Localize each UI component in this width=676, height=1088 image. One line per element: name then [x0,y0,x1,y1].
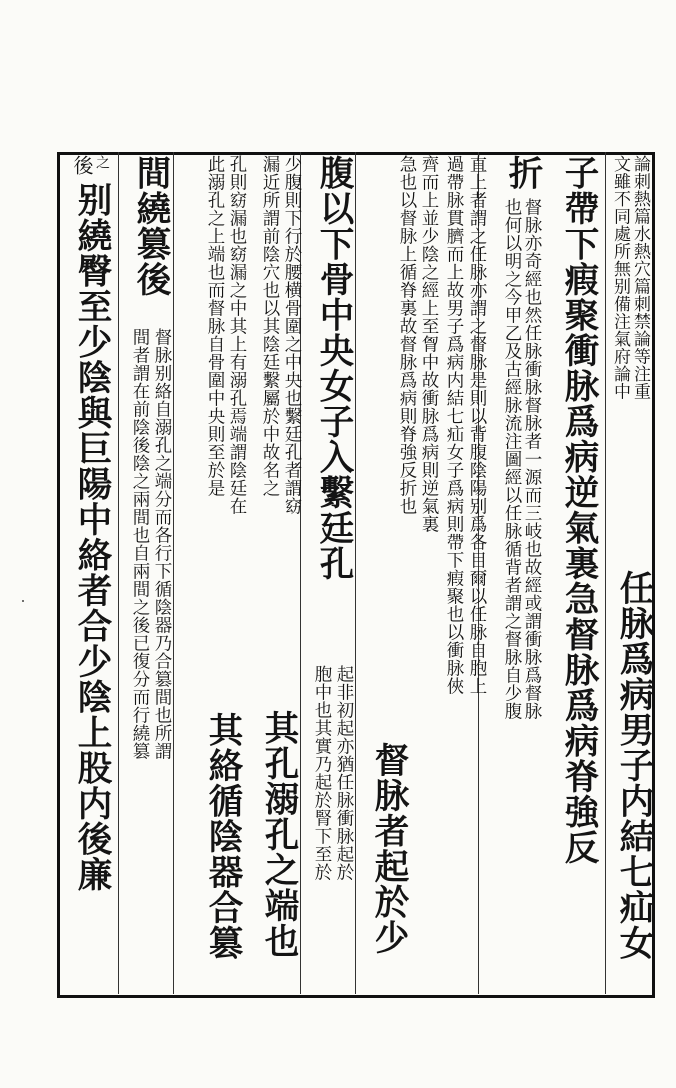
text-column: 其孔溺孔之端也 [258,710,298,959]
text-column: 折 [502,155,542,191]
text-column: 此溺孔之上端也而督脉自骨圍中央則至於是 [205,155,225,497]
column-divider [605,152,606,994]
text-column: 齊而上並少陰之經上至胷中故衝脉爲病則逆氣裏 [419,155,439,533]
ink-speck [22,600,24,602]
text-column: 督脉者起於少 [368,742,408,955]
text-column: 漏近所謂前陰穴也以其陰廷繫屬於中故名之 [260,155,280,497]
text-column: 子帶下瘕聚衝脉爲病逆氣裏急督脉爲病脊強反 [558,155,598,865]
text-column: 少腹則下行於腰横骨圍之中央也繫廷孔者謂窈 [282,155,302,515]
text-column: 直上者謂之任脉亦謂之督脉是則以背腹陰陽别爲各目爾以任脉自胞上 [467,155,487,695]
text-column: 起非初起亦猶任脉衝脉起於 [334,665,354,881]
text-column: 督脉别絡自溺孔之端分而各行下循陰器乃合篡間也所謂 [152,328,172,760]
column-divider [118,152,119,994]
text-column: 督脉亦奇經也然任脉衝脉督脉者一源而三岐也故經或謂衝脉爲督脉 [522,198,542,720]
text-column: 論刺熱篇水熱穴篇刺禁論等注重 [630,155,650,400]
text-column: 也何以明之今甲乙及古經脉流注圖經以任脉循背者謂之督脉自少腹 [502,198,522,720]
text-column: 間者謂在前陰後陰之兩間也自兩間之後已復分而行繞篡 [130,328,150,760]
text-column: 腹以下骨中央女子入繫廷孔 [313,155,353,581]
text-column: 間繞篡後 [130,155,170,297]
text-column: 别繞臀至少陰與巨陽中絡者合少陰上股内後廉 [71,182,111,892]
text-column: 後 [70,155,94,176]
text-column: 過帶脉貫臍而上故男子爲病内結七疝女子爲病則帶下瘕聚也以衝脉俠 [444,155,464,695]
text-column: 孔則窈漏也窈漏之中其上有溺孔焉端謂陰廷在 [227,155,247,515]
text-column: 胞中也其實乃起於腎下至於 [312,665,332,881]
text-column: 其絡循陰器合篡 [202,712,242,961]
text-column: 急也以督脉上循脊裏故督脉爲病則脊強反折也 [397,155,417,515]
text-column: 文雖不同處所無别備注氣府論中 [610,155,630,400]
text-column: 之 [94,155,110,170]
text-column: 任脉爲病男子内結七疝女 [613,570,653,961]
